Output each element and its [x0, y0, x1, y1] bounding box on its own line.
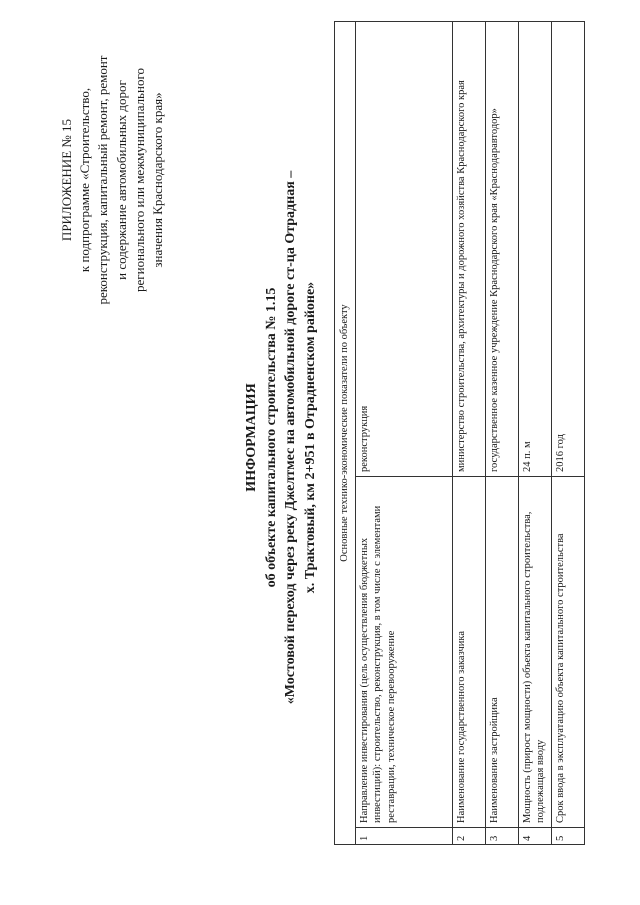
title-line: об объекте капитального строительства № 1.15 [263, 287, 279, 588]
row-number: 3 [485, 828, 518, 845]
table-row [518, 22, 551, 845]
appendix-line: и содержание автомобильных дорог [113, 80, 129, 280]
appendix-line: значения Краснодарского края» [150, 92, 166, 268]
row-label: Направление инвестирования (цель осуществления бюджетных инвестиций): строительство, реконструкция, в том числе с элементами реставрации, техническое перевооружение [355, 477, 452, 828]
document-title [242, 80, 320, 795]
row-value: министерство строительства, архитектуры и дорожного хозяйства Краснодарского края [452, 22, 485, 477]
row-label: Мощность (прирост мощности) объекта капитального строительства, подлежащая вводу [518, 477, 551, 828]
row-value: 2016 год [551, 22, 584, 477]
title-line: «Мостовой переход через реку Джелтмес на автомобильной дороге ст-ца Отрадная – [283, 170, 298, 705]
appendix-heading [58, 30, 167, 330]
row-number: 1 [355, 828, 452, 845]
appendix-line: регионального или межмуниципального [131, 68, 147, 292]
appendix-line: к подпрограмме «Строительство, [77, 87, 93, 273]
table-header-row [335, 22, 356, 845]
table-row [485, 22, 518, 845]
row-value: государственное казенное учреждение Краснодарского края «Краснодаравтодор» [485, 22, 518, 477]
table-row [551, 22, 584, 845]
table-row [355, 22, 452, 845]
row-label: Срок ввода в эксплуатацию объекта капитального строительства [551, 477, 584, 828]
row-value: реконструкция [355, 22, 452, 477]
row-label: Наименование застройщика [485, 477, 518, 828]
indicators-table [334, 21, 585, 845]
table-row [452, 22, 485, 845]
row-number: 2 [452, 828, 485, 845]
row-number: 5 [551, 828, 584, 845]
row-number: 4 [518, 828, 551, 845]
table-header: Основные технико-экономические показатели по объекту [335, 22, 356, 845]
appendix-line: реконструкция, капитальный ремонт, ремонт [95, 55, 111, 305]
title-line: ИНФОРМАЦИЯ [244, 383, 259, 492]
title-line: х. Трактовый, км 2+951 в Отрадненском районе» [302, 281, 318, 594]
row-label: Наименование государственного заказчика [452, 477, 485, 828]
row-value: 24 п. м [518, 22, 551, 477]
appendix-line: ПРИЛОЖЕНИЕ № 15 [59, 118, 74, 242]
